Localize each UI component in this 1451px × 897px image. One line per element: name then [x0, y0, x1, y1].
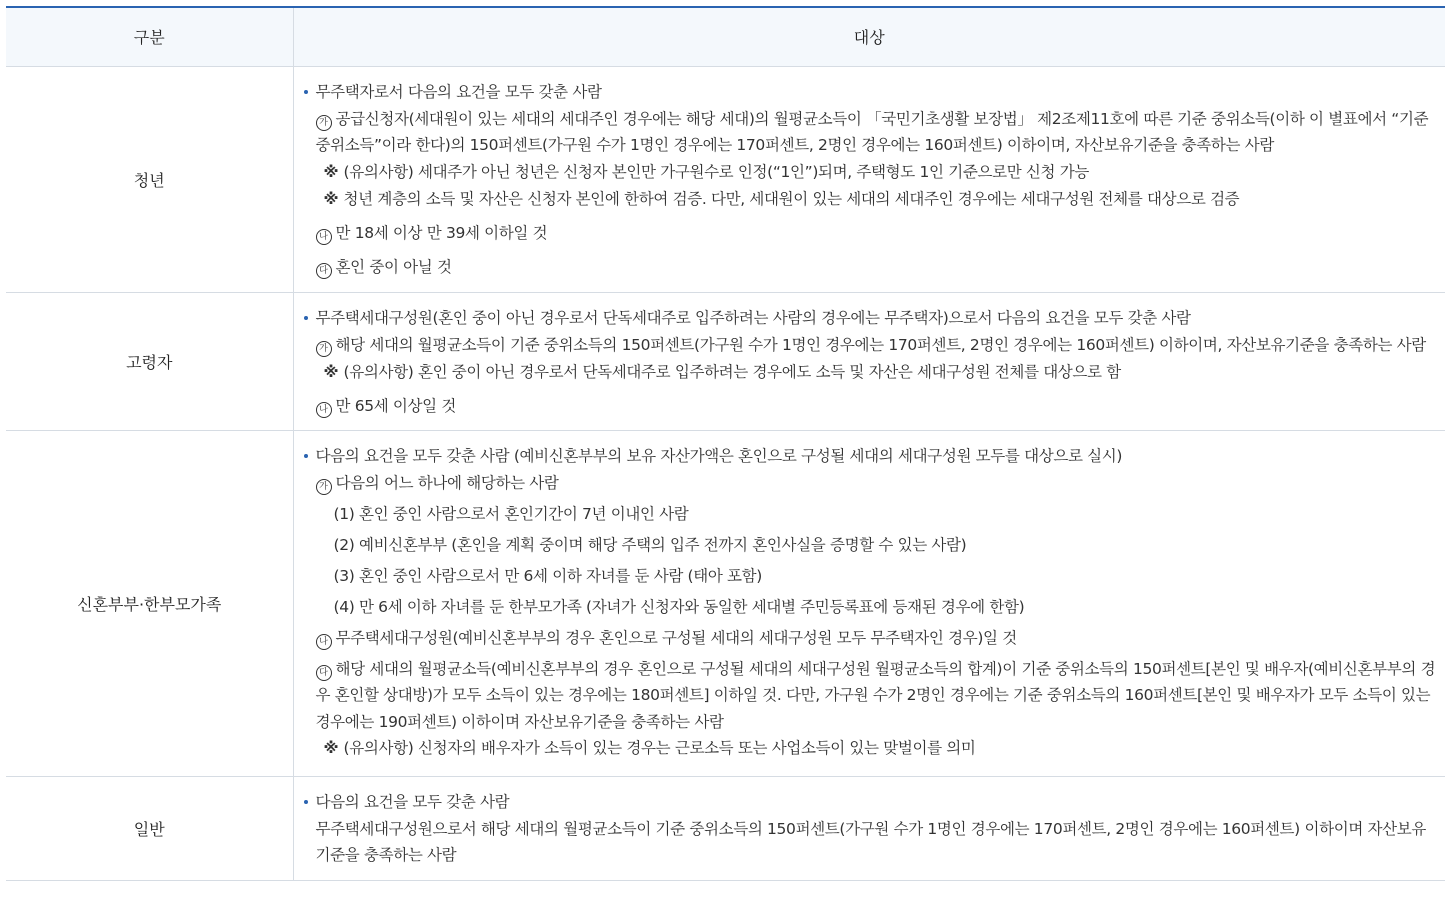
condition-text: 해당 세대의 월평균소득이 기준 중위소득의 150퍼센트(가구원 수가 1명인 경우에는 170퍼센트, 2명인 경우에는 160퍼센트) 이하이며, 자산보유기준을 충족하는 사람	[335, 335, 1426, 354]
lead-text: 무주택세대구성원(혼인 중이 아닌 경우로서 단독세대주로 입주하려는 사람의 경우에는 무주택자)으로서 다음의 요건을 모두 갖춘 사람	[315, 308, 1191, 327]
header-category: 구분	[6, 7, 293, 66]
note-text: (유의사항) 신청자의 배우자가 소득이 있는 경우는 근로소득 또는 사업소득이 있는 맞벌이를 의미	[343, 739, 976, 757]
sub-condition-item: (3) 혼인 중인 사람으로서 만 6세 이하 자녀를 둔 사람 (태아 포함)	[333, 566, 762, 585]
condition-text: 만 18세 이상 만 39세 이하일 것	[335, 223, 548, 242]
condition-text: 무주택세대구성원(예비신혼부부의 경우 혼인으로 구성될 세대의 세대구성원 모두 무주택자인 경우)일 것	[335, 628, 1017, 647]
condition-item	[304, 332, 1442, 359]
note-item	[304, 735, 1442, 762]
table-header-row	[6, 7, 1445, 66]
condition-text: 해당 세대의 월평균소득(예비신혼부부의 경우 혼인으로 구성될 세대의 세대구성원 월평균소득의 합계)이 기준 중위소득의 150퍼센트[본인 및 배우자(예비신혼부부의 경우 혼인할 상대방)가 모두 소득이 있는 경우에는 180퍼센트] 이하일 것. 다만, 가구원 수가 2명인 경우에는 기준 중위소득의 160퍼센트[본인 및 배우자가 모두 소득이 있는 경우에는 190퍼센트) 이하이며 자산보유기준을 충족하는 사람	[315, 659, 1436, 731]
condition-item	[304, 470, 1442, 497]
lead-text: 무주택자로서 다음의 요건을 모두 갖춘 사람	[315, 82, 602, 101]
circled-letter-icon: 나	[316, 229, 332, 245]
condition-item	[304, 220, 1442, 247]
lead-line	[304, 305, 1442, 332]
sub-condition-item: (1) 혼인 중인 사람으로서 혼인기간이 7년 이내인 사람	[333, 504, 689, 523]
circled-letter-icon: 가	[316, 341, 332, 357]
condition-item	[304, 254, 1442, 281]
header-target: 대상	[293, 7, 1445, 66]
bullet-icon	[304, 90, 308, 94]
reference-mark-icon: ※	[323, 162, 339, 181]
reference-mark-icon: ※	[323, 362, 339, 381]
eligibility-table	[6, 6, 1445, 881]
sub-condition-item: (2) 예비신혼부부 (혼인을 계획 중이며 해당 주택의 입주 전까지 혼인사실을 증명할 수 있는 사람)	[333, 535, 967, 554]
lead-text: 다음의 요건을 모두 갖춘 사람 (예비신혼부부의 보유 자산가액은 혼인으로 구성될 세대의 세대구성원 모두를 대상으로 실시)	[315, 446, 1123, 465]
bullet-icon	[304, 454, 308, 458]
table-row	[6, 430, 1445, 776]
circled-letter-icon: 다	[316, 263, 332, 279]
condition-text: 무주택세대구성원으로서 해당 세대의 월평균소득이 기준 중위소득의 150퍼센트(가구원 수가 1명인 경우에는 170퍼센트, 2명인 경우에는 160퍼센트) 이하이며 자산보유 기준을 충족하는 사람	[315, 819, 1427, 864]
lead-line	[304, 443, 1442, 470]
note-item	[304, 359, 1442, 386]
bullet-icon	[304, 316, 308, 320]
condition-text: 만 65세 이상일 것	[335, 396, 456, 415]
reference-mark-icon: ※	[323, 189, 339, 208]
row-target	[293, 776, 1445, 880]
circled-letter-icon: 다	[316, 665, 332, 681]
note-item	[304, 159, 1442, 186]
lead-line	[304, 79, 1442, 106]
circled-letter-icon: 나	[316, 634, 332, 650]
note-text: (유의사항) 혼인 중이 아닌 경우로서 단독세대주로 입주하려는 경우에도 소득 및 자산은 세대구성원 전체를 대상으로 함	[343, 362, 1121, 381]
table-row	[6, 292, 1445, 430]
condition-text: 공급신청자(세대원이 있는 세대의 세대주인 경우에는 해당 세대)의 월평균소득이 「국민기초생활 보장법」 제2조제11호에 따른 기준 중위소득(이하 이 별표에서 “기준 중위소득”이라 한다)의 150퍼센트(가구원 수가 1명인 경우에는 170퍼센트, 2명인 경우에는 160퍼센트) 이하이며, 자산보유기준을 충족하는 사람	[315, 109, 1429, 154]
row-target	[293, 430, 1445, 776]
table-row	[6, 776, 1445, 880]
note-text: 청년 계층의 소득 및 자산은 신청자 본인에 한하여 검증. 다만, 세대원이 있는 세대의 세대주인 경우에는 세대구성원 전체를 대상으로 검증	[343, 189, 1240, 208]
row-category: 일반	[6, 776, 293, 880]
circled-letter-icon: 가	[316, 115, 332, 131]
bullet-icon	[304, 800, 308, 804]
row-target	[293, 292, 1445, 430]
condition-text: 다음의 어느 하나에 해당하는 사람	[335, 473, 559, 492]
row-category: 청년	[6, 66, 293, 292]
sub-condition-item: (4) 만 6세 이하 자녀를 둔 한부모가족 (자녀가 신청자와 동일한 세대별 주민등록표에 등재된 경우에 한함)	[333, 597, 1025, 616]
row-target	[293, 66, 1445, 292]
circled-letter-icon: 가	[316, 479, 332, 495]
condition-text: 혼인 중이 아닐 것	[335, 257, 452, 276]
table-row	[6, 66, 1445, 292]
row-category: 신혼부부·한부모가족	[6, 430, 293, 776]
note-item	[304, 186, 1442, 213]
eligibility-table-wrapper	[6, 6, 1445, 881]
note-text: (유의사항) 세대주가 아닌 청년은 신청자 본인만 가구원수로 인정(“1인”)되며, 주택형도 1인 기준으로만 신청 가능	[343, 162, 1089, 181]
lead-line	[304, 789, 1442, 816]
condition-item	[304, 393, 1442, 420]
condition-item	[304, 656, 1442, 736]
condition-item	[304, 106, 1442, 159]
row-category: 고령자	[6, 292, 293, 430]
lead-text: 다음의 요건을 모두 갖춘 사람	[315, 792, 510, 811]
condition-item	[304, 625, 1442, 652]
circled-letter-icon: 나	[316, 402, 332, 418]
reference-mark-icon: ※	[323, 739, 339, 757]
